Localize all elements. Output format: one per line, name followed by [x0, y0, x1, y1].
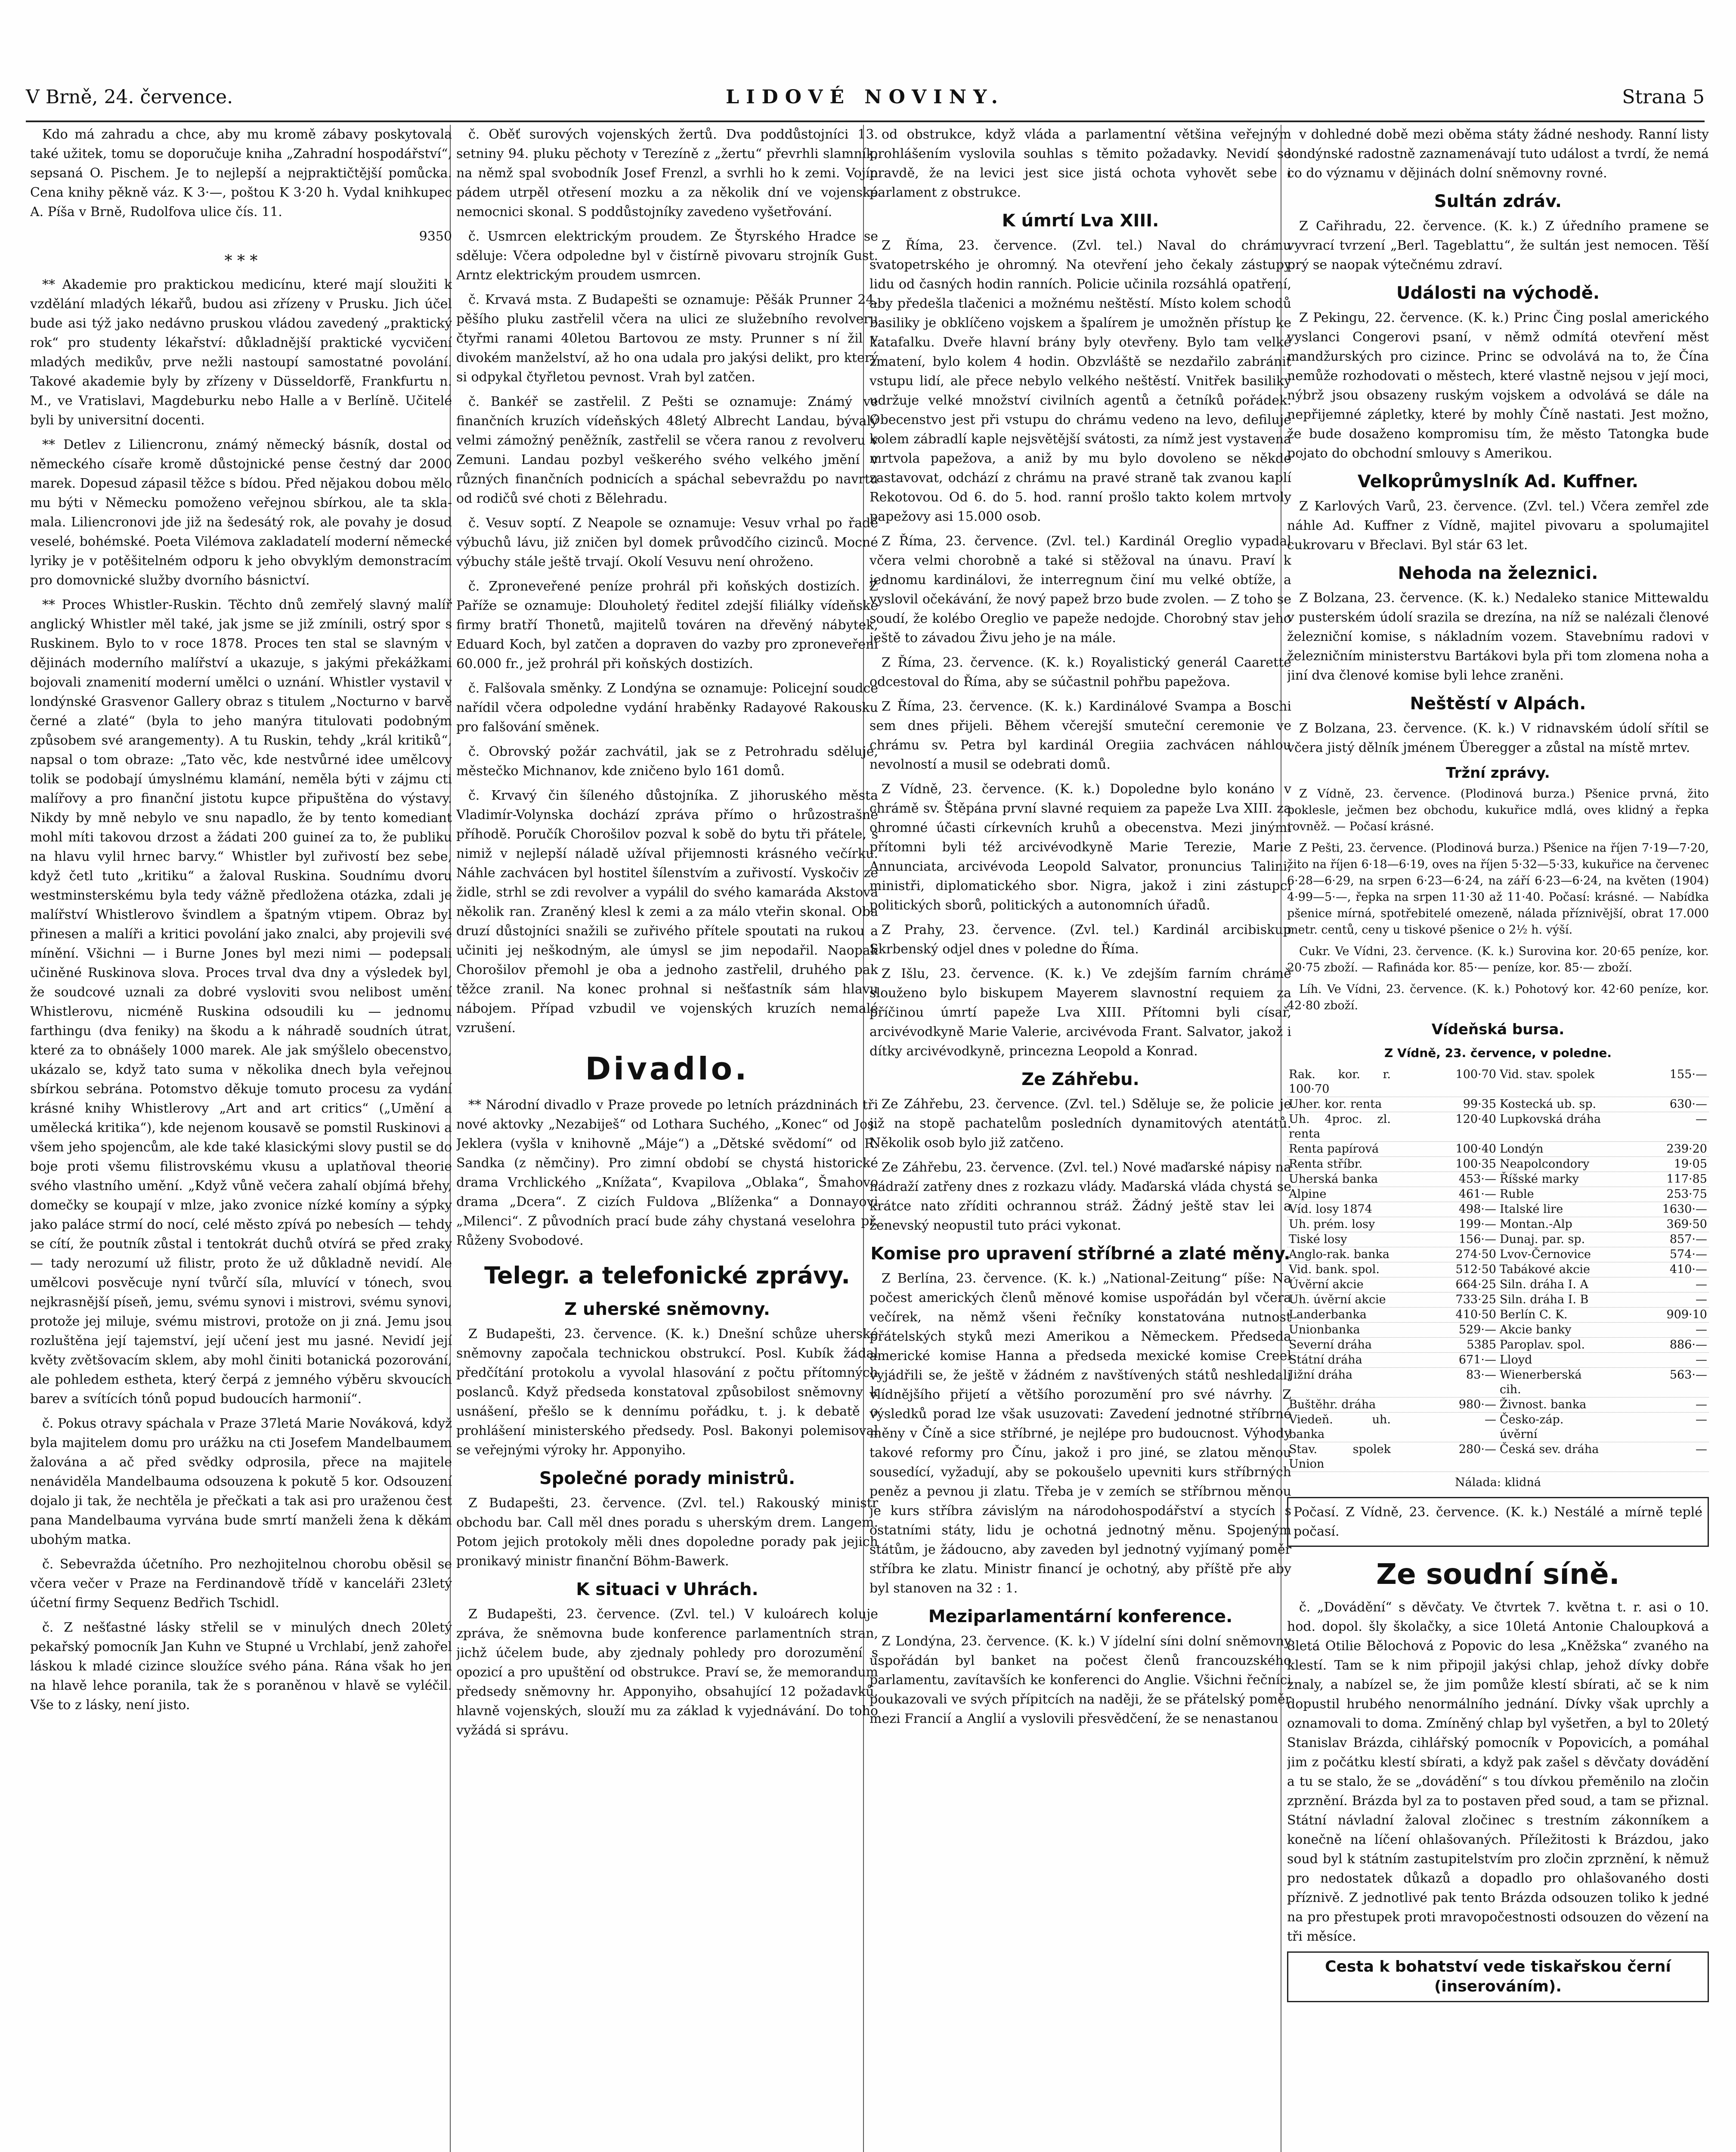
burza-row — [1287, 1067, 1709, 1097]
burza-row — [1287, 1368, 1709, 1398]
burza-cell: 453·— — [1458, 1172, 1496, 1186]
burza-cell: 100·70 — [1455, 1068, 1496, 1081]
heading-zahreb: Ze Záhřebu. — [1021, 1070, 1139, 1089]
weather-text: Počasí. Z Vídně, 23. července. (K. k.) Nestálé a mírně teplé počasí. — [1293, 1505, 1702, 1539]
burza-cell: — — [1696, 1398, 1707, 1411]
burza-cell: 274·50 — [1455, 1248, 1496, 1261]
burza-cell: 239·20 — [1666, 1142, 1707, 1156]
burza-row — [1287, 1262, 1709, 1277]
article-akademie: ** Akademie pro praktickou medicínu, které mají sloužiti k vzdělání mladých lékařů, budou asi zřízeny v Prusku. Jich účel bude asi týž jako nedávno pruskou vládou zavedený „praktický rok“ pro studenty lékařství: důkladnější praktické vycvičení mladých medikův, prve nežli nastoupí samostatné povolání. Takové akademie byly by zřízeny v Düsseldorfě, Frankfurtu n. M., ve Vratislavi, Magdeburku nebo Halle a v Berlíně. Učitelé byli by universitní docenti. — [30, 277, 452, 428]
article-usmrcen: č. Usmrcen elektrickým proudem. Ze Štyrského Hradce se sděluje: Včera odpoledne byl v čistírně pivovaru strojník Gust. Arntz elektrickým proudem usmrcen. — [456, 229, 878, 283]
heading-alpy: Neštěstí v Alpách. — [1410, 694, 1586, 714]
article-obet: č. Oběť surových vojenských žertů. Dva poddůstojníci 13. setniny 94. pluku pěchoty v Terezíně z „žertu“ převrhli slamník, na němž spal svobodník Josef Frenzl, a svrhli ho k zemi. Vojín pádem utrpěl otřesení mozku a za několik dní ve vojenské nemocnici skonal. S poddůstojníky zavedeno vyšetřování. — [456, 127, 878, 220]
burza-cell: Jižní dráha — [1289, 1368, 1353, 1382]
burza-cell: Státní dráha — [1289, 1353, 1362, 1367]
burza-cell: 563·— — [1669, 1368, 1707, 1382]
header-date: V Brně, 24. července. — [26, 86, 233, 108]
burza-cell: 461·— — [1458, 1187, 1496, 1201]
article-smenky: č. Falšovala směnky. Z Londýna se oznamuje: Policejní soudce nařídil včera odpoledne vydání hraběnky Radayové Rakousku pro falšování směnek. — [456, 681, 878, 735]
article-rim-3: Z Říma, 23. července. (K. k.) Royalistický generál Caarette odcestoval do Říma, aby se súčastnil pohřbu papežova. — [870, 655, 1291, 690]
heading-sultan: Sultán zdráv. — [1434, 192, 1562, 211]
burza-cell: 99·35 — [1463, 1098, 1496, 1111]
burza-cell: Lupkovská dráha — [1500, 1113, 1601, 1126]
column-3 — [870, 125, 1291, 2152]
market-viden: Z Vídně, 23. července. (Plodinová burza.) Pšenice prvná, žito poklesle, ječmen bez obchodu, kukuřice mdlá, oves klidný a řepka rovněž. — Počasí krásné. — [1287, 787, 1709, 833]
burza-cell: Unionbanka — [1289, 1323, 1360, 1336]
burza-row — [1287, 1292, 1709, 1308]
column-1 — [30, 125, 452, 2152]
burza-cell: 5385 — [1467, 1338, 1496, 1351]
burza-cell: 83·— — [1466, 1368, 1496, 1382]
article-obstrukce: od obstrukce, když vláda a parlamentní většina veřejným prohlášením vyslovila souhlas s těmito požadavky. Nevidí se pravdě, že na levici jest sice jistá ochota vyhovět sebe i parlament z obstrukce. — [870, 127, 1291, 200]
burza-row — [1287, 1247, 1709, 1262]
burza-cell: Buštěhr. dráha — [1289, 1398, 1376, 1411]
burza-cell: Alpine — [1289, 1187, 1327, 1201]
burza-cell: Tabákové akcie — [1500, 1263, 1591, 1276]
article-liliencron: ** Detlev z Liliencronu, známý německý básník, dostal od německého císaře kromě důstojnické pense čestný dar 2000 marek. Dopesud zápasil těžce s bídou. Před nějakou dobou mělo mu býti v Německu pomoženo veřejnou sbírkou, ale ta sklamala. Liliencronovi jde již na šedesátý rok, ale povahy je dosud veselé, bohémské. Poeta Vilémova zakladatelí moderní německé lyriky je v potěšitelném odporu k jeho obvyklým demonstracím pro domovnické služby dvorního básnictví. — [30, 437, 452, 588]
burza-cell: Renta stříbr. — [1289, 1157, 1363, 1171]
heading-mezipar: Meziparlamentární konference. — [928, 1607, 1233, 1626]
market-pest: Z Pešti, 23. července. (Plodinová burza.) Pšenice na říjen 7·19—7·20, žito na říjen 6·18—6·19, oves na říjen 5·32—5·33, kukuřice na červenec 6·28—6·29, na srpen 6·23—6·24, na září 6·23—6·24, na květen (1904) 4·99—5·—, řepka na srpen 11·30 až 11·40. Počasí: krásné. — Nabídka pšenice mírná, spotřebitelé omezeně, nálada příznivější, obrat 17.000 metr. centů, ceny u tiskové pšenice o 2½ h. výší. — [1287, 841, 1709, 937]
burza-row — [1287, 1142, 1709, 1157]
burza-subtitle: Z Vídně, 23. července, v poledne. — [1384, 1046, 1612, 1060]
ad-code: 9350 — [419, 229, 452, 244]
burza-cell: Siln. dráha I. A — [1500, 1278, 1589, 1291]
heading-lev-xiii: K úmrtí Lva XIII. — [1002, 211, 1159, 231]
burza-cell: — — [1696, 1323, 1707, 1336]
article-otrava: č. Pokus otravy spáchala v Praze 37letá Marie Nováková, když byla majitelem domu pro urážku na cti Josefem Mandelbaumem žalována a ač před svědky odprosila, přece na majitele nenáviděla Mandelbauma odsouzena k pokutě 5 kor. Odsouzení dojalo ji tak, že nechtěla je přečkati a tak asi pro uraženou čest pana Mandelbauma vyrvána bude smrtí manželi žena k děkám ubohým matka. — [30, 1416, 452, 1547]
heading-burza: Vídeňská bursa. — [1431, 1021, 1565, 1038]
burza-cell: Paroplav. spol. — [1500, 1338, 1585, 1351]
burza-cell: 156·— — [1458, 1233, 1496, 1246]
burza-cell: 664·25 — [1455, 1278, 1496, 1291]
burza-row — [1287, 1202, 1709, 1217]
burza-cell: Montan.-Alp — [1500, 1218, 1572, 1231]
burza-cell: Česko-záp. úvěrní — [1500, 1413, 1564, 1441]
burza-cell: Ruble — [1500, 1187, 1534, 1201]
burza-cell: 512·50 — [1455, 1263, 1496, 1276]
article-bankef: č. Bankéř se zastřelil. Z Pešti se oznamuje: Známý ve finančních kruzích vídeňských 48letý Albrecht Landau, bývalý velmi zámožný peněžník, zastřelil se včera ranou z revolveru v Zemuni. Landau pozbyl veškerého svého velkého jmění v různých finančních podnicích a spáchal sebevraždu po navrtu od rodičů své choti z Bělehradu. — [456, 394, 878, 506]
heading-porady: Společné porady ministrů. — [539, 1469, 795, 1488]
burza-row — [1287, 1338, 1709, 1353]
article-rim-2: Z Říma, 23. července. (Zvl. tel.) Kardinál Oreglio vypadal včera velmi chorobně a také si stěžoval na únavu. Praví k jednomu kardinálovi, že interregnum činí mu velké obtíže, a vyslovil očekávání, že nový papež brzo bude zvolen. — Z toho se soudí, že kolébo Oreglio ve papeže nedojde. Chorobný stav jeho ještě to závadou Živu jeho je na mále. — [870, 534, 1291, 646]
article-dustojnik: č. Krvavý čin šíleného důstojníka. Z jihoruského města Vladimír-Volynska dochází zpráva přímo o hrůzostrašné příhodě. Poručík Chorošilov pozval k sobě do bytu tři přátele, s nimiž v nejlepší náladě užíval přijemnosti krásného večírku. Náhle zachvácen byl hostitel šílenstvím a zuřivostí. Vyskočiv ze židle, strhl se zdi revolver a vypálil do svého kamaráda Akstova několik ran. Zraněný klesl k zemi a za málo vteřin skonal. Oba druzí důstojníci snažili se zuřivého přítele spoutati na rukou a učiniti jej neškodným, ale úmysl se jim nepodařil. Naopak Chorošilov přemohl je oba a jednoho zastřelil, druhého pak těžce zranil. Na konec prohnal si nešťastník sám hlavu nábojem. Případ vzbudil ve vojenských kruzích nemalé vzrušení. — [456, 788, 878, 1036]
article-budapest-1: Z Budapešti, 23. července. (K. k.) Dnešní schůze uherské sněmovny započala technickou obstrukcí. Posl. Kubík žádal předčítání protokolu a vyvolal hlasování z počtu přítomných poslanců. Když předseda konstatoval způsobilost sněmovny k usnášení, přešlo se k dennímu pořádku, t. j. k debatě o prohlášení ministerského předsedy. Posl. Bakonyi polemisoval se veřejnými výroky hr. Apponyiho. — [456, 1326, 878, 1458]
burza-cell: — — [1696, 1413, 1707, 1426]
weather-box — [1287, 1497, 1709, 1547]
burza-cell: — — [1485, 1413, 1496, 1426]
burza-cell: 253·75 — [1666, 1187, 1707, 1201]
burza-cell: Vid. stav. spolek — [1500, 1068, 1595, 1081]
burza-cell: Londýn — [1500, 1142, 1544, 1156]
article-zahrada: Kdo má zahradu a chce, aby mu kromě zábavy poskytovala také užitek, tomu se doporučuje kniha „Zahradní hospodářství“, sepsaná O. Pischem. Je to nejlepší a nejpraktičtější pomůcka. Cena knihy pěkně váz. K 3·—, poštou K 3·20 h. Vydal knihkupec A. Píša v Brně, Rudolfova ulice čís. 11. — [30, 127, 452, 220]
heading-nehoda: Nehoda na železnici. — [1398, 563, 1598, 583]
burza-cell: 574·— — [1669, 1248, 1707, 1261]
burza-cell: Uh. úvěrní akcie — [1289, 1293, 1386, 1306]
burza-cell: Dunaj. par. sp. — [1500, 1233, 1585, 1246]
burza-cell: 498·— — [1458, 1203, 1496, 1216]
article-vesuv: č. Vesuv soptí. Z Neapole se oznamuje: Vesuv vrhal po řadě výbuchů lávu, již zničen byl domek průvodčího cizinců. Mocné výbuchy stále ještě trvají. Okolí Vesuvu není ohroženo. — [456, 516, 878, 569]
separator-stars: * * * — [224, 252, 258, 270]
burza-cell: Berlín C. K. — [1500, 1308, 1568, 1321]
article-rim-4: Z Říma, 23. července. (K. k.) Kardinálové Svampa a Boschi sem dnes přijeli. Během včerejší smuteční ceremonie ve chrámu sv. Petra byl kardinál Oregiia zachvácen náhlou nevolností a musil se odebrati domů. — [870, 699, 1291, 772]
burza-cell: 886·— — [1669, 1338, 1707, 1351]
burza-cell: 410·50 — [1455, 1308, 1496, 1321]
burza-cell: Uh. 4proc. zl. renta — [1289, 1113, 1391, 1141]
burza-cell: Wienerberská cih. — [1500, 1368, 1582, 1396]
burza-cell: Akcie banky — [1500, 1323, 1572, 1336]
burza-cell: 671·— — [1458, 1353, 1496, 1367]
market-cukr: Cukr. Ve Vídni, 23. července. (K. k.) Surovina kor. 20·65 peníze, kor. 20·75 zboží. — Rafináda kor. 85·— peníze, kor. 85·— zboží. — [1287, 945, 1709, 974]
section-telegr-title: Telegr. a telefonické zprávy. — [484, 1262, 850, 1289]
article-budapest-3: Z Budapešti, 23. července. (Zvl. tel.) V kuloárech koluje zpráva, že sněmovna bude konference parlamentních stran, jichž účelem bude, aby zjednaly pohledy pro dorozumění s opozicí a pro upuštění od obstrukce. Praví se, že memorandum předsedy sněmovny hr. Apponyiho, obsahující 12 požadavků, hlavně vojenských, slouží mu za základ k vyjednávání. Do toho vyžádá si správu. — [456, 1607, 878, 1738]
page-number: Strana 5 — [1622, 86, 1705, 108]
burza-cell: Lloyd — [1500, 1353, 1532, 1367]
article-zpronevera: č. Zproneveřené peníze prohrál při koňských dostizích. Z Paříže se oznamuje: Dlouholetý ředitel zdejší filiálky vídeňské firmy bratří Thonetů, majitelů továren na dřevěný nábytek, Eduard Koch, byl zatčen a dopraven do vazby pro zproneveření 60.000 fr., jež prohrál při koňských dostizích. — [456, 579, 878, 671]
burza-cell: 1630·— — [1662, 1203, 1707, 1216]
article-karlovy-vary: Z Karlových Varů, 23. července. (Zvl. tel.) Včera zemřel zde náhle Ad. Kuffner z Vídně, majitel pivovaru a spolumajitel cukrovaru v Břeclavi. Byl stár 63 let. — [1287, 499, 1709, 553]
burza-row — [1287, 1187, 1709, 1202]
burza-cell: Uher. kor. renta — [1289, 1098, 1382, 1111]
burza-cell: — — [1696, 1278, 1707, 1291]
article-isl: Z Išlu, 23. července. (K. k.) Ve zdejším farním chrámě slouženo bylo biskupem Mayerem slavnostní requiem za příčinou úmrtí papeže Lva XIII. Přítomni byli císař, arcivévodkyně Marie Valerie, arcivévoda Frant. Salvator, jakož i dítky arcivévodkyně, princezna Leopold a Konrad. — [870, 966, 1291, 1059]
article-bolzano-1: Z Bolzana, 23. července. (K. k.) Nedaleko stanice Mittewaldu v pusterském údolí srazila se drezína, na níž se nalézali členové železniční komise, s nákladním vozem. Stavebnímu radovi v železničním ministerstvu Bartákovi byla při tom zlomena noha a jiní dva členové komise byli lehce zraněni. — [1287, 591, 1709, 683]
article-whistler: ** Proces Whistler-Ruskin. Těchto dnů zemřelý slavný malíř anglický Whistler měl také, jak jsme se již zmínili, ostrý spor s Ruskinem. Bylo to v roce 1878. Proces ten stal se slavným v dějinách moderního malířství a ukazuje, s jakými překážkami bojovali znamenití moderní umělci o uznání. Whistler vystavil v londýnské Grasvenor Gallery obraz s titulem „Nocturno v barvě černé a zlaté“ (byla to jeho manýra titulovati podobným způsobem své arangementy). A tu Ruskin, tehdy „král kritiků“, napsal o tom obraze: „Tato věc, kde nestvůrné idee umělcovy tolik se podobají úmyslnému klamání, neměla býti v zájmu cti malířovy a pro finanční jistotu kupce připuštěna do výstavy. Nikdy by mně nebylo ve snu napadlo, že by tento komediant mohl míti takovou drzost a žádati 200 guineí za to, že publiku na hlavu vylil hrnec barvy.“ Whistler byl zuřivostí bez sebe, když četl tuto „kritiku“ a žaloval Ruskina. Soudnímu dvoru westminsterskému byla tedy vážně předložena otázka, zdali je malířství Whistlerovo švindlem a špatným vtipem. Obraz byl přinesen a malíři a kritici povolání jako znalci, aby projevili své mínění. Všichni — i Burne Jones byl mezi nimi — podepsali učiněné Ruskinova slova. Proces trval dva dny a výsledek byl, že soudcové uznali za dobré vysloviti svou nelibost umění Whistlerovu, nicméně Ruskina odsoudili ku — jednomu farthingu (dva feniky) na škodu a k náhradě soudních útrat, které za to obnášely 1000 marek. Ale jak smýšlelo obecenstvo, ukázalo se, když tato suma v několika dnech byla veřejnou sbírkou sebrána. Potomstvo děkuje tomuto procesu za vydání krásné knihy Whistlerovy „Art and art critics“ („Umění a umělecká kritika“), kde nejenom kousavě se pomstil Ruskinovi a všem jeho spojencům, ale kde také klasickými slovy pustil se do boje proti všemu filistrovskému vkusu a uplatňoval theorie svého vlastního umění. „Když vůně večera zahalí objímá břehy, domečky se koupají v mlze, jako zvonice nízké komíny a sýpky jako paláce strmí do nocí, celé město zpívá po nebesích — tehdy se cítí, že poutník zůstal i tentokrát duchů otvírá se před zraky — tady nerozumí už filistr, proto že už důkladně nevidí. Ale umělcovi posvěcuje nyní tvůrčí síla, mluvící v tónech, svou nejkrasnější píseň, jemu, svému synovi i mistrovi, svému synovi, protože jej miluje, svému mistrovi, protože on ji zná. Jemu jsou rozluštěna její tajemství, její učení jest mu jasné. Nevidí její květy zvětšovacím sklem, aby mohl činiti botanická pozorování, ale pohledem estheta, který čerpá z jemného výběru skvoucích barev a svítících tónů popud budoucích harmonií“. — [30, 597, 452, 1407]
article-bolzano-2: Z Bolzana, 23. července. (K. k.) V ridnavském údolí sřítil se včera jistý dělník jménem Überegger a zůstal na místě mrtev. — [1287, 721, 1709, 755]
market-lih: Líh. Ve Vídni, 23. července. (K. k.) Pohotový kor. 42·60 peníze, kor. 42·80 zboží. — [1287, 983, 1709, 1012]
burza-cell: Neapolcondory — [1500, 1157, 1590, 1171]
burza-cell: 100·35 — [1455, 1157, 1496, 1171]
burza-row — [1287, 1217, 1709, 1232]
burza-cell: Tiské losy — [1289, 1233, 1347, 1246]
burza-cell: Landerbanka — [1289, 1308, 1367, 1321]
burza-cell: 199·— — [1458, 1218, 1496, 1231]
burza-cell: 19·05 — [1674, 1157, 1707, 1171]
burza-cell: 155·— — [1669, 1068, 1707, 1081]
article-pozar: č. Obrovský požár zachvátil, jak se z Petrohradu sděluje, městečko Michnanov, kde zničeno bylo 161 domů. — [456, 744, 878, 779]
burza-cell: Úvěrní akcie — [1289, 1278, 1364, 1291]
burza-cell: Víd. losy 1874 — [1289, 1203, 1372, 1216]
article-praha: Z Prahy, 23. července. (Zvl. tel.) Kardinál arcibiskup Skrbenský odjel dnes v poledne do Říma. — [870, 922, 1291, 957]
article-londyn: Z Londýna, 23. července. (K. k.) V jídelní síni dolní sněmovny uspořádán byl banket na počest členů francouzského parlamentu, zavítavších ke konferenci do Anglie. Všichni řečníci poukazovali ve svých přípitcích na naději, že se přátelský poměr mezi Francií a Anglií a vyslovili přesvědčení, že se nenastanou — [870, 1634, 1291, 1726]
article-sebevrazda: č. Sebevražda účetního. Pro nezhojitelnou chorobu oběsil se včera večer v Praze na Ferdinandově třídě v kanceláři 23letý účetní firmy Sequenz Bedřich Tschidl. — [30, 1557, 452, 1611]
burza-cell: — — [1696, 1293, 1707, 1306]
burza-row — [1287, 1277, 1709, 1292]
article-dovadeni: č. „Dovádění“ s děvčaty. Ve čtvrtek 7. května t. r. asi o 10. hod. dopol. šly školačky, a sice 10letá Antonie Chaloupková a 8letá Otilie Bělochová z Popovic do lesa „Kněžska“ zvaného na klestí. Tam se k nim připojil jakýsi chlap, jehož dívky dobře znaly, a nabízel se, že jim pomůže klestí sbírati, ač se k nim dopustil hrubého nenormálního jednání. Dívky však uprchly a oznamovali to doma. Zmíněný chlap byl vyšetřen, a byl to 20letý Stanislav Brázda, cihlářský pomocník v Popovicích, a pomáhal jim z počátku klestí sbírati, a když pak zašel s děvčaty dovádění a tu se stalo, že se „dovádění“ s tou dívkou přeměnilo na zločin zprznění. Brázda byl za to postaven před soud, a tam se přiznal. Státní návladní žaloval zločinec s trestním zákonníkem a konečně na líčení ohlašovaných. Příležitosti k Brázdou, jako soud byl k státním zastupitelstvím pro zločin zprznění, k němuž pro nedostatek důkazů a dopadlo pro ohlašovaného dosti příznivě. Z jednotlivé pak tento Brázda odsouzen toliko k jedné na pro přestupek proti mravopočestnosti odsouzen do vězení na tři měsíce. — [1287, 1600, 1709, 1944]
article-msta: č. Krvavá msta. Z Budapešti se oznamuje: Pěšák Prunner 24. pěšího pluku zastřelil včera na ulici ze služebního revolveru čtyřmi ranami 40letou Bartovou ze msty. Prunner s ní žil v divokém manželství, až ho ona udala pro jakýsi delikt, pro který si odpykal čtyřletou pevnost. Vrah byl zatčen. — [456, 292, 878, 385]
burza-cell: Uherská banka — [1289, 1172, 1378, 1186]
burza-cell: 410·— — [1669, 1263, 1707, 1276]
burza-row — [1287, 1112, 1709, 1142]
heading-uherska-snemovna: Z uherské sněmovny. — [564, 1299, 770, 1319]
burza-row — [1287, 1442, 1709, 1472]
section-divadlo-title: Divadlo. — [585, 1051, 749, 1087]
burza-row — [1287, 1353, 1709, 1368]
burza-row — [1287, 1398, 1709, 1413]
article-narodni-divadlo: ** Národní divadlo v Praze provede po letních prázdninách tři nové aktovky „Nezabiješ“ od Lothara Suchého, „Konec“ od Jos. Jeklera (vyšla v knihovně „Máje“) a „Dětské svědomí“ od R. Sandka (z němčiny). Pro zimní období se chystá historické drama Vrchlického „Knížata“, Kvapilova „Oblaka“, Šmahovo drama „Dcera“. Z cizích Fuldova „Blíženka“ a Donnayovi „Milenci“. Z původních prací bude záhy chystaná veselohra př. Růženy Svobodové. — [456, 1098, 878, 1248]
burza-cell: 100·40 — [1455, 1142, 1496, 1156]
burza-cell: 529·— — [1458, 1323, 1496, 1336]
column-4 — [1287, 125, 1709, 2152]
burza-cell: Severní dráha — [1289, 1338, 1372, 1351]
burza-cell: Uh. prém. losy — [1289, 1218, 1375, 1231]
burza-cell: 980·— — [1458, 1398, 1496, 1411]
burza-cell: Vid. bank. spol. — [1289, 1263, 1380, 1276]
burza-row — [1287, 1097, 1709, 1112]
article-berlin: Z Berlína, 23. července. (K. k.) „National-Zeitung“ píše: Na počest amerických členů měnové komise uspořádán byl včera večírek, na němž všeni řečníky konstatována nutnost přátelských styků mezi Amerikou a Německem. Předseda americké komise Hanna a předseda mexické komise Creel vyjádřili se, že ještě v žádném z navštívených států neshledali vlídnějšího přijetí a většího porozumění pro své návrhy. Z výsledků porad lze však usuzovati: Zavedení jednotné stříbrné měny v Číně a sice stříbrné, je nejlépe pro budoucnost. Výhody takové reformy pro Čínu, jakož i pro jiné, se zlatou měnou sousedící, vyžadují, aby se pokoušelo upevniti kurs stříbrných peněz a pevnou ji zlatu. Třeba je v zemích se stříbrnou měnou je kurs stříbra závislým na národohospodářství a stycích s ostatními státy, lidu je ochotná jednotný měnu. Spojeným státům, je žádoucno, aby zaveden byl jednotný vyjímaný poměr stříbra ke zlatu. Ministr financí je ochotný, aby příště pře aby byl stanoven na 32 : 1. — [870, 1271, 1291, 1596]
burza-cell: Viedeň. uh. banka — [1289, 1413, 1391, 1441]
burza-cell: Lvov-Černovice — [1500, 1248, 1591, 1261]
burza-row — [1287, 1323, 1709, 1338]
burza-cell: Kostecká ub. sp. — [1500, 1098, 1597, 1111]
burza-cell: Anglo-rak. banka — [1289, 1248, 1389, 1261]
burza-cell: 369·50 — [1666, 1218, 1707, 1231]
masthead: LIDOVÉ NOVINY. — [726, 86, 1005, 108]
article-peking: Z Pekingu, 22. července. (K. k.) Princ Čing poslal amerického vyslanci Congerovi psaní, v němž odmítá otevření měst mandžurských pro cizince. Princ se odvolává na to, že Čína nemůže rozhodovati o městech, které vlastně nejsou v její moci, nýbrž jsou obsazeny ruským vojskem a odvolává se dále na nepřijemné zápletky, které by mohly Číně nastati. Jest možno, že bude dosaženo kompromisu tím, že město Tatongka bude pojato do obchodní smlouvy s Amerikou. — [1287, 310, 1709, 461]
burza-row — [1287, 1157, 1709, 1172]
burza-cell: Rak. kor. r. 100·70 — [1289, 1068, 1391, 1096]
heading-komise: Komise pro upravení stříbrné a zlaté měny. — [870, 1244, 1290, 1264]
burza-table — [1287, 1067, 1709, 1472]
burza-cell: 857·— — [1669, 1233, 1707, 1246]
burza-cell: Renta papírová — [1289, 1142, 1379, 1156]
burza-cell: Živnost. banka — [1500, 1398, 1587, 1411]
burza-row — [1287, 1413, 1709, 1442]
burza-cell: 117·85 — [1666, 1172, 1707, 1186]
burza-cell: 120·40 — [1455, 1113, 1496, 1126]
burza-cell: — — [1696, 1113, 1707, 1126]
burza-cell: Siln. dráha I. B — [1500, 1293, 1589, 1306]
heading-soud: Ze soudní síně. — [1376, 1558, 1620, 1591]
page-header — [26, 86, 1705, 121]
burza-nalada: Nálada: klidná — [1455, 1476, 1541, 1489]
article-zahreb-1: Ze Záhřebu, 23. července. (Zvl. tel.) Sděluje se, že policie je již na stopě pachatelům posledních dynamitových atentátů. Několik osob bylo již zatčeno. — [870, 1097, 1291, 1150]
article-laska: č. Z nešťastné lásky střelil se v minulých dnech 20letý pekařský pomocník Jan Kuhn ve Stupné u Vrchlabí, jenž zahořel láskou k mladé cizince sloužíce svého pána. Rána však ho jen na hlavě lehce poranila, tak že s poraněnou v hlavě se vyléčil. Vše to z lásky, není jisto. — [30, 1620, 452, 1713]
heading-kuffner: Velkoprůmyslník Ad. Kuffner. — [1357, 472, 1639, 492]
burza-row — [1287, 1308, 1709, 1323]
burza-row — [1287, 1232, 1709, 1247]
column-2 — [456, 125, 878, 2152]
burza-row — [1287, 1172, 1709, 1187]
heading-trzni: Tržní zprávy. — [1446, 764, 1550, 782]
burza-cell: Italské lire — [1500, 1203, 1563, 1216]
burza-cell: — — [1696, 1443, 1707, 1456]
article-viden-requiem: Z Vídně, 23. července. (K. k.) Dopoledne bylo konáno v chrámě sv. Štěpána první slavné requiem za papeže Lva XIII. za ohromné účasti církevních kruhů a obecenstva. Mezi jinými přítomni byli též arcivévodkyně Marie Terezie, Marie Annunciata, arcivévoda Leopold Salvator, pronuncius Talini, ministři, diplomatického sbor. Nigra, jakož i zini zástupci politických sborů, politických a autonomních úřadů. — [870, 782, 1291, 913]
article-rim-1: Z Říma, 23. července. (Zvl. tel.) Naval do chrámu svatopetrského je ohromný. Na otevření jeho čekaly zástupy lidu od časných hodin ranních. Policie učinila rozsáhlá opatření, aby předešla tlačenici a možnému neštěstí. Místo kolem schodů basiliky je obklíčeno vojskem a špalírem je umožněn přístup ke katafalku. Dveře hlavní brány byly otevřeny. Bylo tam velké zmatení, bylo kolem 4 hodin. Obzvláště se nezdařilo zabránit vstupu lidí, ale přece nebylo velkého neštěstí. Vnitřek basiliky udržuje velké množství civilních agentů a četníků pořádek. Obecenstvo jest při vstupu do chrámu vedeno na levo, defiluje kolem zábradlí kaple nejsvětější svátosti, za nímž jest vystavena mrtvola papežova, a aniž by mu bylo dovoleno se někde zastavovat, odchází z chrámu na pravé straně tak zvanou kaplí Rekotovou. Od 6. do 5. hod. ranní prošlo takto kolem mrtvoly papežovy asi 15.000 osob. — [870, 238, 1291, 524]
article-neshody: v dohledné době mezi oběma státy žádné neshody. Ranní listy londýnské radostně zaznamenávají tuto událost a tvrdí, že nemá co do významu v dějinách dolní sněmovny rovné. — [1287, 127, 1709, 181]
burza-cell: — — [1696, 1353, 1707, 1367]
article-budapest-2: Z Budapešti, 23. července. (Zvl. tel.) Rakouský ministr obchodu bar. Call měl dnes poradu s uherským drem. Langem. Potom jejich protokoly měli dnes dopoledne porady pak jejich pronikavý ministr finanční Böhm-Bawerk. — [456, 1496, 878, 1569]
burza-cell: 733·25 — [1455, 1293, 1496, 1306]
heading-uhry: K situaci v Uhrách. — [576, 1580, 758, 1599]
article-carihrad: Z Cařihradu, 22. července. (K. k.) Z úředního pramene se vyvrací tvrzení „Berl. Tageblattu“, že sultán jest nemocen. Těší prý se naopak výtečnému zdraví. — [1287, 219, 1709, 272]
burza-cell: Říšské marky — [1500, 1172, 1579, 1186]
burza-cell: 630·— — [1669, 1098, 1707, 1111]
header-rule — [26, 121, 1705, 122]
cesta-box: Cesta k bohatství vede tiskařskou černí (inserováním). — [1287, 1951, 1709, 2002]
burza-cell: Stav. spolek Union — [1289, 1443, 1391, 1471]
heading-vychod: Události na východě. — [1396, 283, 1600, 303]
burza-cell: 909·10 — [1666, 1308, 1707, 1321]
burza-cell: Česká sev. dráha — [1500, 1443, 1599, 1456]
article-zahreb-2: Ze Záhřebu, 23. července. (Zvl. tel.) Nové maďarské nápisy na nádraží zatřeny dnes z rozkazu vlády. Maďarská vláda chystá se krátce nato zříditi ochrannou stráž. Žádný ještě stav lei a ženevský neopustil tuto práci vykonat. — [870, 1160, 1291, 1233]
burza-cell: 280·— — [1458, 1443, 1496, 1456]
